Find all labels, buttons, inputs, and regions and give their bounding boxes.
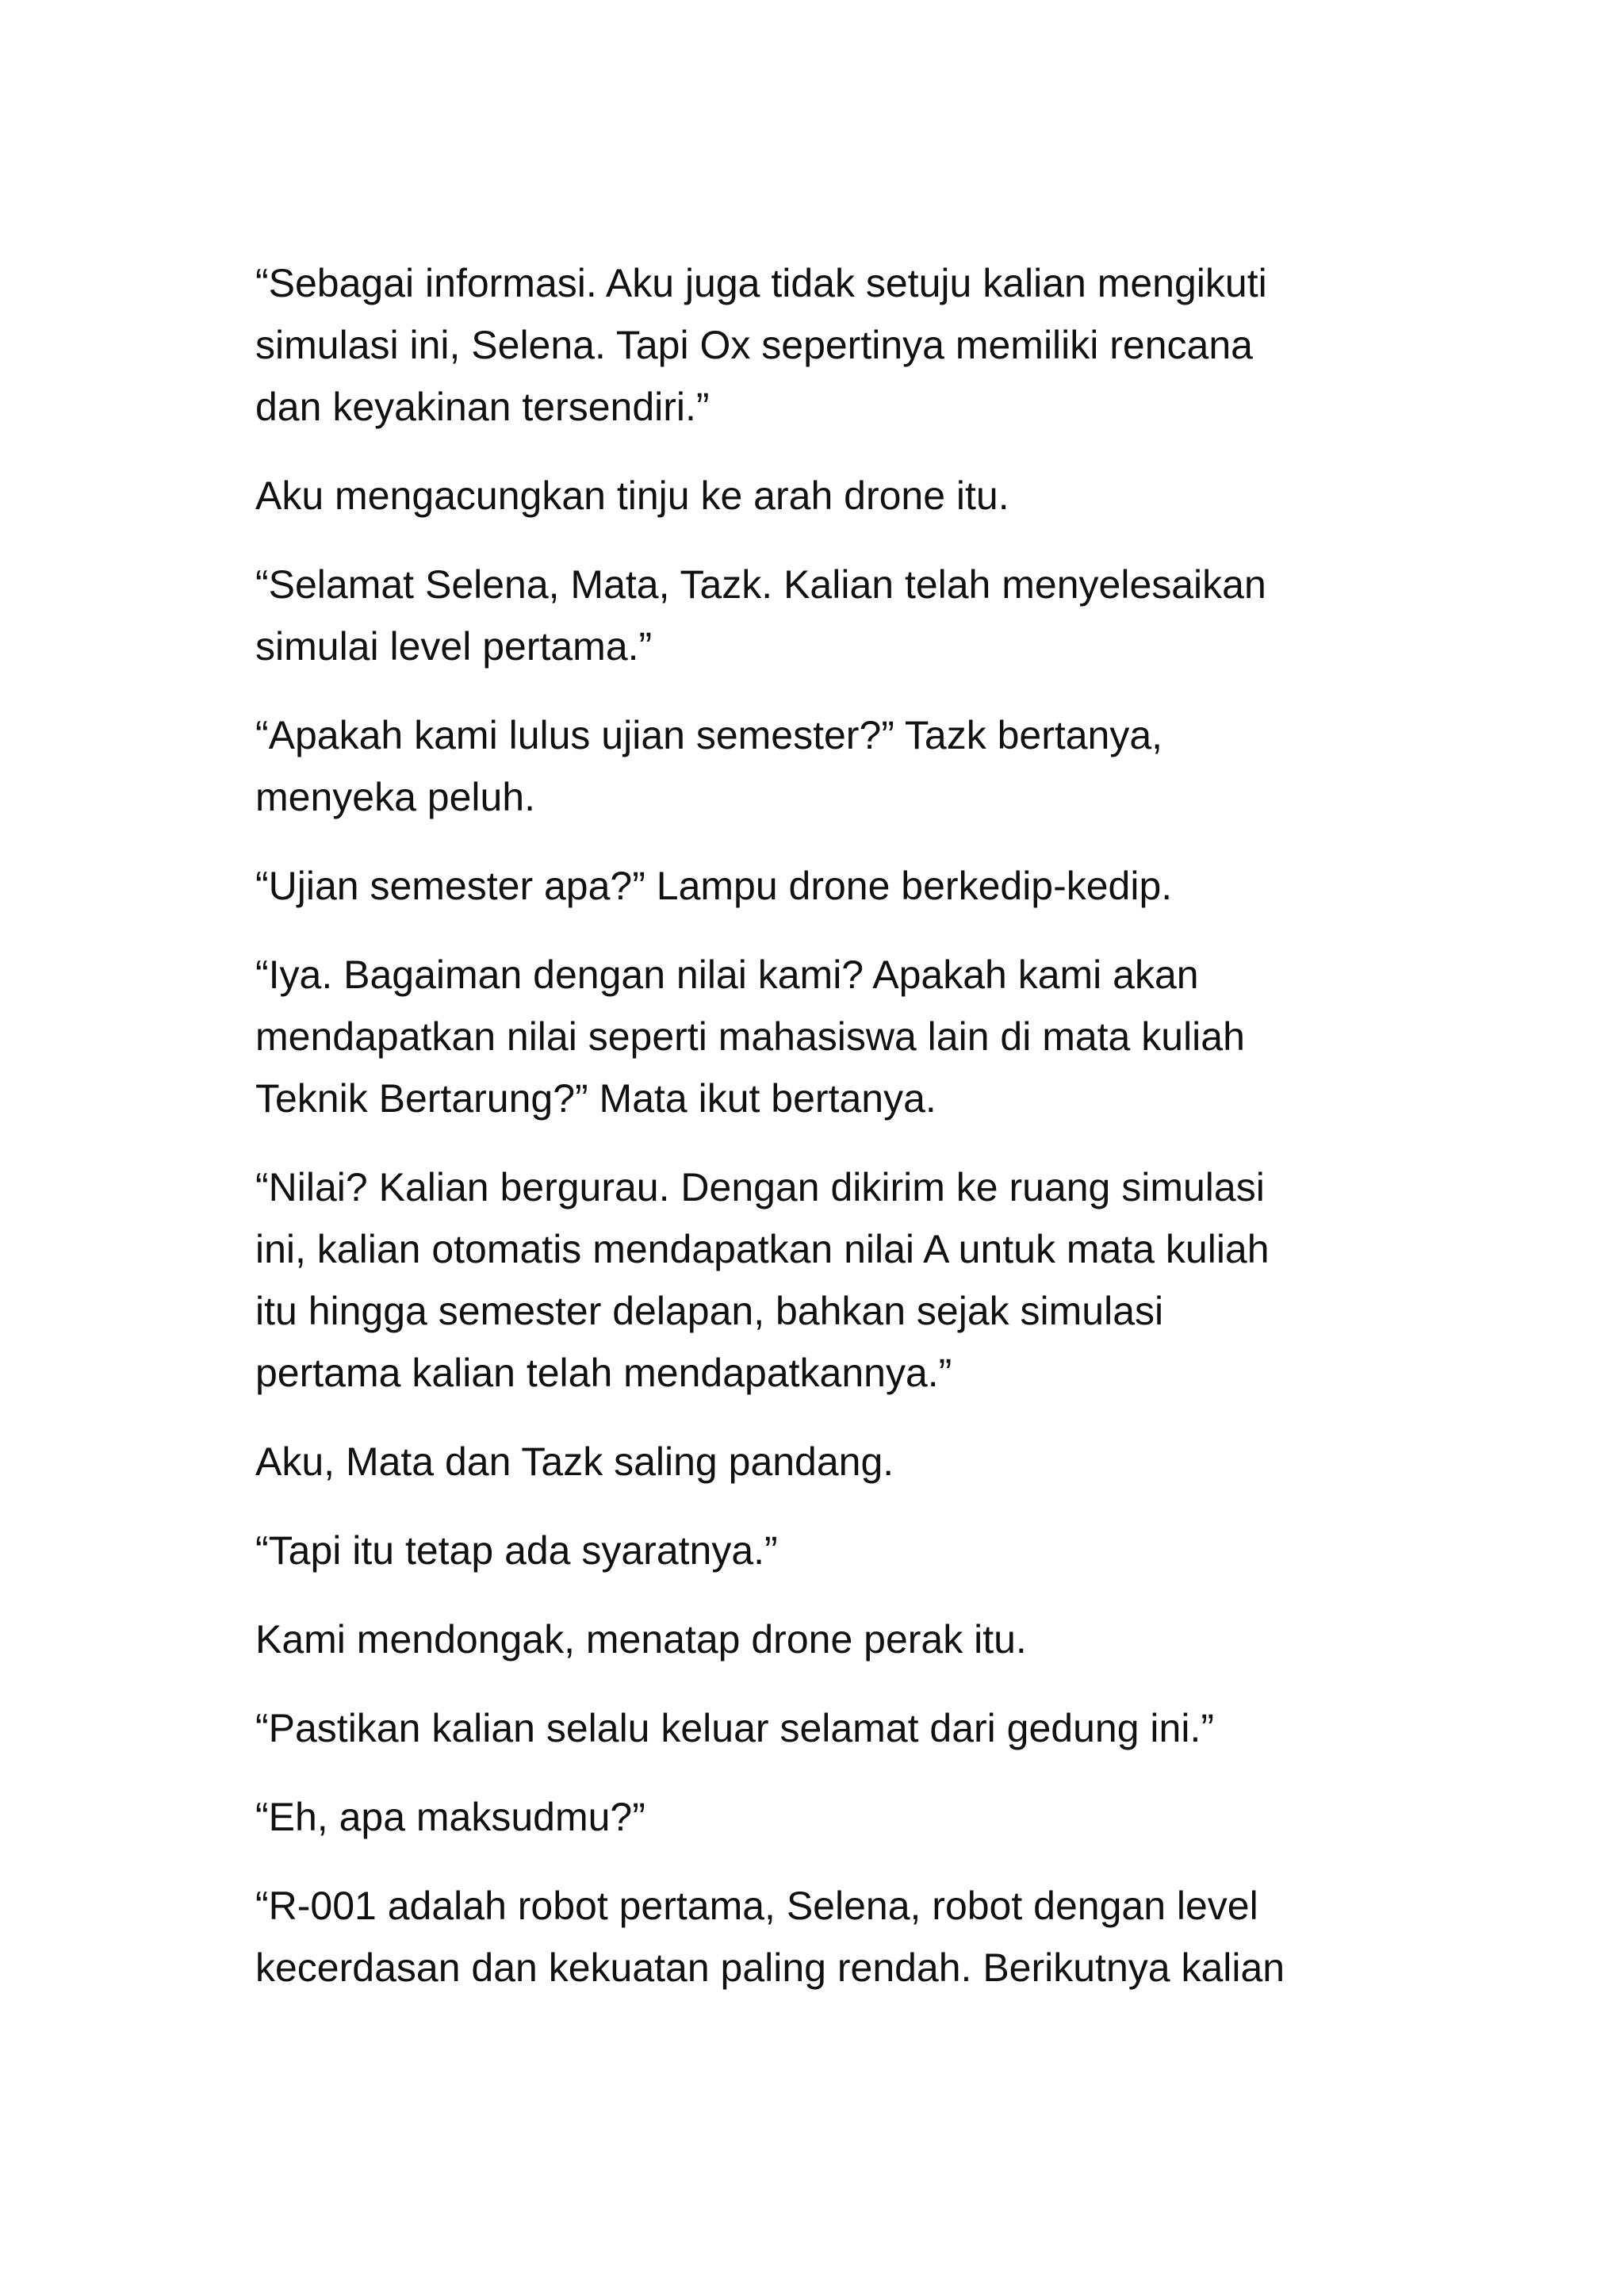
paragraph: [255, 1697, 1397, 1759]
text-line: pertama kalian telah mendapatkannya.”: [255, 1351, 952, 1395]
paragraph: [255, 1431, 1397, 1493]
paragraph: [255, 1786, 1397, 1848]
text-line: kecerdasan dan kekuatan paling rendah. Berikutnya kalian: [255, 1945, 1285, 1990]
text-line: “R-001 adalah robot pertama, Selena, robot dengan level: [255, 1884, 1258, 1928]
paragraph: [255, 1520, 1397, 1581]
text-line: dan keyakinan tersendiri.”: [255, 385, 710, 429]
text-line: “Selamat Selena, Mata, Tazk. Kalian telah menyelesaikan: [255, 562, 1266, 607]
text-line: simulai level pertama.”: [255, 624, 653, 669]
text-line: “Ujian semester apa?” Lampu drone berkedip-kedip.: [255, 864, 1173, 908]
text-line: Teknik Bertarung?” Mata ikut bertanya.: [255, 1076, 936, 1121]
text-line: itu hingga semester delapan, bahkan sejak simulasi: [255, 1289, 1164, 1333]
paragraph: [255, 944, 1397, 1129]
text-line: Aku mengacungkan tinju ke arah drone itu.: [255, 473, 1009, 518]
text-line: “Pastikan kalian selalu keluar selamat dari gedung ini.”: [255, 1706, 1214, 1750]
paragraph: [255, 1608, 1397, 1670]
paragraph: [255, 1156, 1397, 1404]
text-line: “Apakah kami lulus ujian semester?” Tazk bertanya,: [255, 713, 1163, 757]
paragraph: [255, 465, 1397, 527]
text-line: menyeka peluh.: [255, 775, 536, 819]
document-body: [255, 252, 1397, 2026]
text-line: “Eh, apa maksudmu?”: [255, 1795, 645, 1839]
text-line: “Nilai? Kalian bergurau. Dengan dikirim ke ruang simulasi: [255, 1165, 1265, 1209]
text-line: Aku, Mata dan Tazk saling pandang.: [255, 1439, 894, 1484]
text-line: simulasi ini, Selena. Tapi Ox sepertinya memiliki rencana: [255, 323, 1253, 367]
paragraph: [255, 704, 1397, 828]
text-line: mendapatkan nilai seperti mahasiswa lain di mata kuliah: [255, 1014, 1245, 1059]
text-line: Kami mendongak, menatap drone perak itu.: [255, 1617, 1027, 1662]
text-line: ini, kalian otomatis mendapatkan nilai A untuk mata kuliah: [255, 1227, 1270, 1271]
paragraph: [255, 855, 1397, 917]
paragraph: [255, 252, 1397, 438]
text-line: “Sebagai informasi. Aku juga tidak setuju kalian mengikuti: [255, 261, 1267, 305]
text-line: “Iya. Bagaiman dengan nilai kami? Apakah kami akan: [255, 953, 1199, 997]
paragraph: [255, 554, 1397, 677]
paragraph: [255, 1875, 1397, 1999]
text-line: “Tapi itu tetap ada syaratnya.”: [255, 1528, 778, 1573]
